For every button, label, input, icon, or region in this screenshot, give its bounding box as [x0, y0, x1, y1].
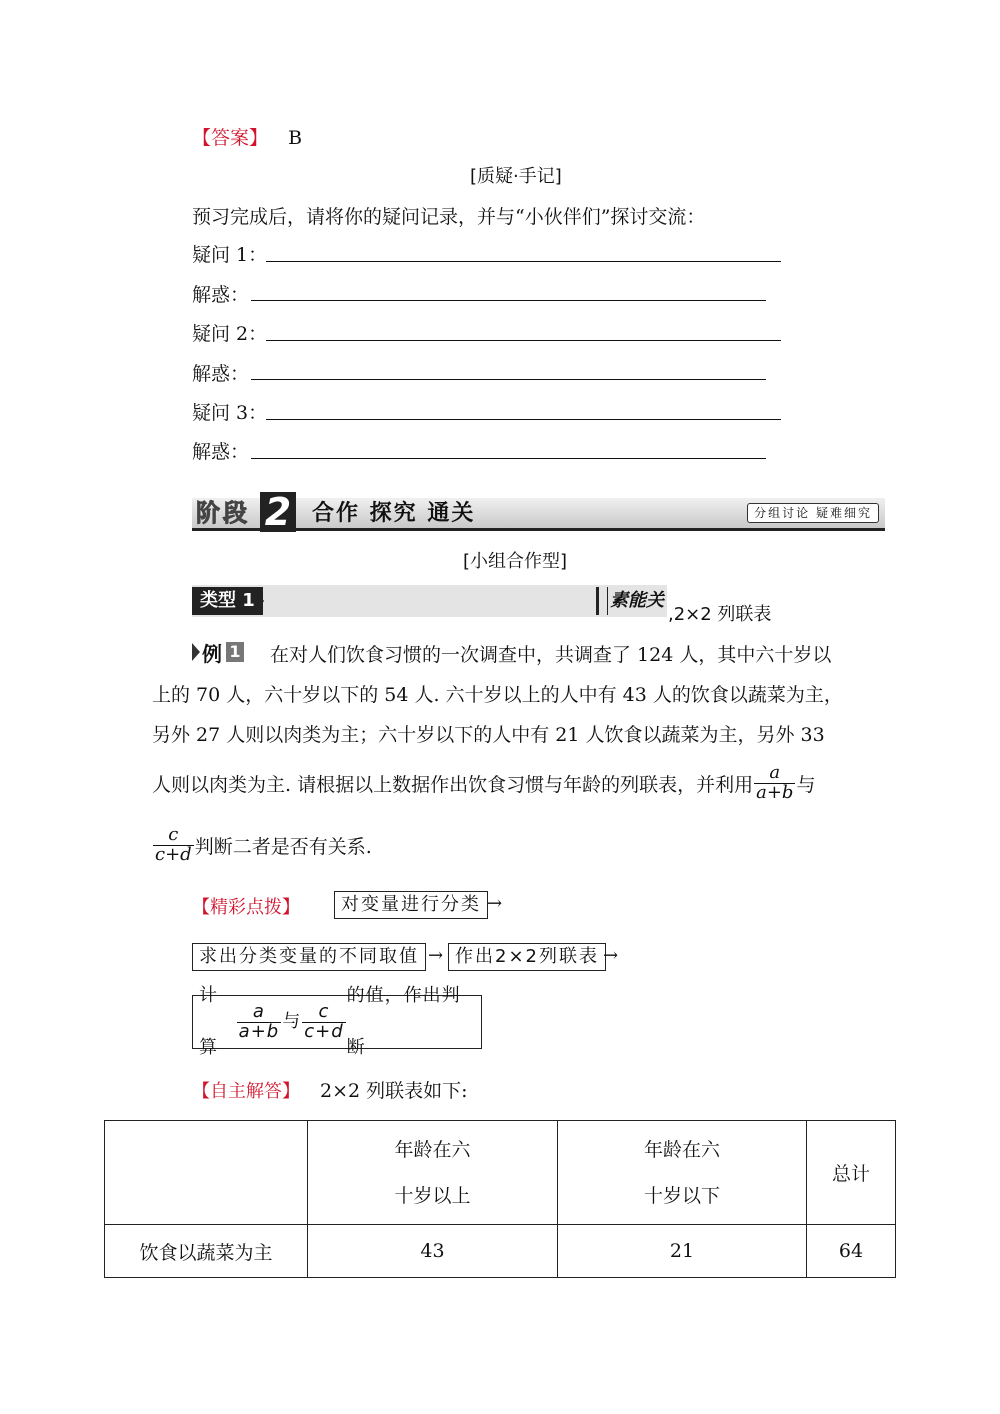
fraction-numerator: a [754, 764, 795, 784]
header-line: 年龄在六 [643, 1138, 720, 1161]
answer-label: 【答案】 [192, 127, 269, 149]
example-line-4-suffix: 与 [796, 773, 816, 796]
example-line-1: 在对人们饮食习惯的一次调查中，共调查了 124 人，其中六十岁以 [270, 644, 832, 666]
example-word: 例 [202, 641, 222, 666]
notes-intro: 预习完成后，请将你的疑问记录，并与“小伙伴们”探讨交流： [192, 206, 706, 228]
answer-2-line[interactable] [251, 379, 766, 380]
table-row-label: 饮食以蔬菜为主 [105, 1225, 308, 1278]
hint-compute-suffix: 的值，作出判断 [346, 985, 461, 1058]
table-row [105, 1225, 896, 1278]
question-1-label: 疑问 1： [192, 244, 268, 266]
header-line: 年龄在六 [394, 1138, 471, 1161]
example-line-2: 上的 70 人，六十岁以下的 54 人. 六十岁以上的人中有 43 人的饮食以蔬菜为主， [152, 684, 843, 706]
example-number: 1 [226, 642, 244, 662]
fraction-numerator: a [237, 1003, 282, 1023]
fraction-a-over-a-plus-b [754, 761, 795, 803]
stage-tag: 分组讨论 疑难细究 [747, 503, 879, 523]
example-marker [192, 640, 244, 664]
answer-value: B [288, 127, 303, 149]
table-cell: 21 [558, 1225, 807, 1278]
fraction-denominator: a+b [238, 1020, 280, 1042]
hint-step-table: 作出2×2列联表 [448, 943, 606, 971]
answer-2-label: 解惑： [192, 363, 250, 385]
group-title: [小组合作型] [463, 551, 568, 572]
table-cell: 43 [308, 1225, 558, 1278]
type-label: 类型 1 [192, 587, 263, 615]
arrow-right-icon: → [428, 945, 444, 966]
question-2-line[interactable] [266, 340, 781, 341]
fraction-denominator: c+d [155, 843, 192, 865]
table-header-total: 总计 [807, 1121, 896, 1225]
solution-label: 【自主解答】 [192, 1081, 300, 1102]
type-bar [192, 585, 667, 617]
hint-compute-mid: 与 [282, 1011, 302, 1032]
question-2-label: 疑问 2： [192, 323, 268, 345]
fraction-denominator: c+d [304, 1020, 344, 1042]
example-line-5-text: 判断二者是否有关系. [194, 835, 372, 858]
fraction-a-over-a-plus-b [237, 1000, 282, 1042]
stage-banner [192, 490, 885, 534]
hint-step-classify: 对变量进行分类 [334, 891, 488, 919]
type-label-arrow-icon [254, 587, 264, 615]
question-1-line[interactable] [266, 261, 781, 262]
stage-title: 合作 探究 通关 [312, 500, 476, 526]
table-header-row [105, 1121, 896, 1225]
fraction-c-over-c-plus-d [302, 1000, 345, 1042]
type-topic: ,2×2 列联表 [668, 604, 772, 625]
fraction-numerator: c [302, 1003, 345, 1023]
answer-1-line[interactable] [251, 300, 766, 301]
table-header-over-sixty [308, 1121, 558, 1225]
header-line: 十岁以上 [394, 1184, 471, 1207]
fraction-c-over-c-plus-d [153, 823, 194, 865]
answer-3-label: 解惑： [192, 441, 250, 463]
example-line-4 [152, 760, 815, 806]
table-header-under-sixty [558, 1121, 807, 1225]
arrow-right-icon: → [603, 945, 619, 966]
hint-compute-prefix: 计算 [199, 985, 218, 1058]
answer-line [192, 123, 302, 150]
example-line-3: 另外 27 人则以肉类为主；六十岁以下的人中有 21 人饮食以蔬菜为主，另外 33 [152, 724, 825, 746]
solution-text: 2×2 列联表如下: [320, 1080, 468, 1102]
example-line-5 [152, 822, 372, 868]
stage-number: 2 [260, 492, 296, 532]
hint-step-values: 求出分类变量的不同取值 [192, 943, 426, 971]
type-skill: 素能关 [610, 590, 664, 611]
table-header-empty [105, 1121, 308, 1225]
hint-step-compute [192, 985, 482, 1058]
notes-section-title: [质疑·手记] [470, 166, 562, 187]
fraction-numerator: c [153, 826, 194, 846]
header-line: 十岁以下 [643, 1184, 720, 1207]
type-bar-divider [596, 587, 608, 615]
table-cell: 64 [807, 1225, 896, 1278]
answer-3-line[interactable] [251, 458, 766, 459]
solution-line [192, 1076, 468, 1103]
fraction-denominator: a+b [756, 781, 794, 803]
question-3-label: 疑问 3： [192, 402, 268, 424]
answer-1-label: 解惑： [192, 284, 250, 306]
hint-label: 【精彩点拨】 [192, 897, 300, 918]
contingency-table [104, 1120, 896, 1278]
arrow-right-icon: → [487, 893, 503, 914]
example-line-4-text: 人则以肉类为主. 请根据以上数据作出饮食习惯与年龄的列联表，并利用 [152, 773, 754, 796]
stage-label: 阶段 [196, 499, 250, 527]
example-triangle-icon [192, 643, 200, 661]
question-3-line[interactable] [266, 419, 781, 420]
